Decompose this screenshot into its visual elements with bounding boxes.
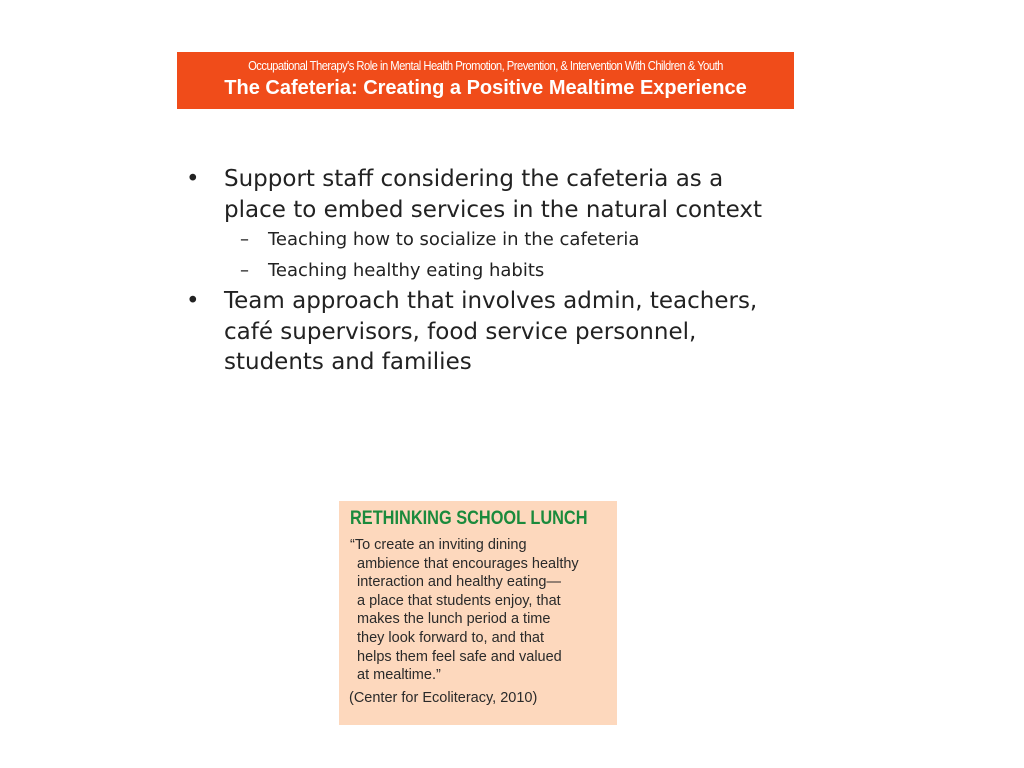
quote-line: they look forward to, and that (357, 629, 544, 646)
quote-line: ambience that encourages healthy (357, 555, 579, 572)
bullet-line: • Support staff considering the cafeteria as a (224, 166, 724, 192)
callout-box (339, 501, 617, 725)
bullet-list (186, 164, 826, 378)
title-banner (177, 52, 794, 109)
quote-line: interaction and healthy eating— (357, 574, 561, 591)
bullet-line: place to embed services in the natural context (224, 196, 763, 223)
bullet-item (186, 164, 826, 225)
bullet-line: students and families (224, 349, 472, 375)
banner-subtitle: Occupational Therapy's Role in Mental Health Promotion, Prevention, & Intervention With Children & Youth (248, 59, 723, 73)
callout-citation: (Center for Ecoliteracy, 2010) (349, 690, 538, 706)
callout-quote (350, 536, 579, 685)
quote-line: a place that students enjoy, that (357, 592, 561, 609)
quote-line: “To create an inviting dining (350, 537, 527, 553)
slide-title: The Cafeteria: Creating a Positive Mealtime Experience (224, 77, 747, 99)
sub-bullet-item: – Teaching healthy eating habits (186, 256, 826, 287)
bullet-line: • Team approach that involves admin, teachers, (224, 288, 758, 314)
sub-bullet-item: – Teaching how to socialize in the cafeteria (186, 225, 826, 256)
quote-line: helps them feel safe and valued (357, 648, 562, 665)
bullet-line: café supervisors, food service personnel, (224, 318, 697, 345)
bullet-item (186, 286, 826, 378)
callout-heading: RETHINKING SCHOOL LUNCH (350, 508, 588, 529)
quote-line: at mealtime.” (357, 667, 441, 684)
quote-line: makes the lunch period a time (357, 611, 551, 628)
